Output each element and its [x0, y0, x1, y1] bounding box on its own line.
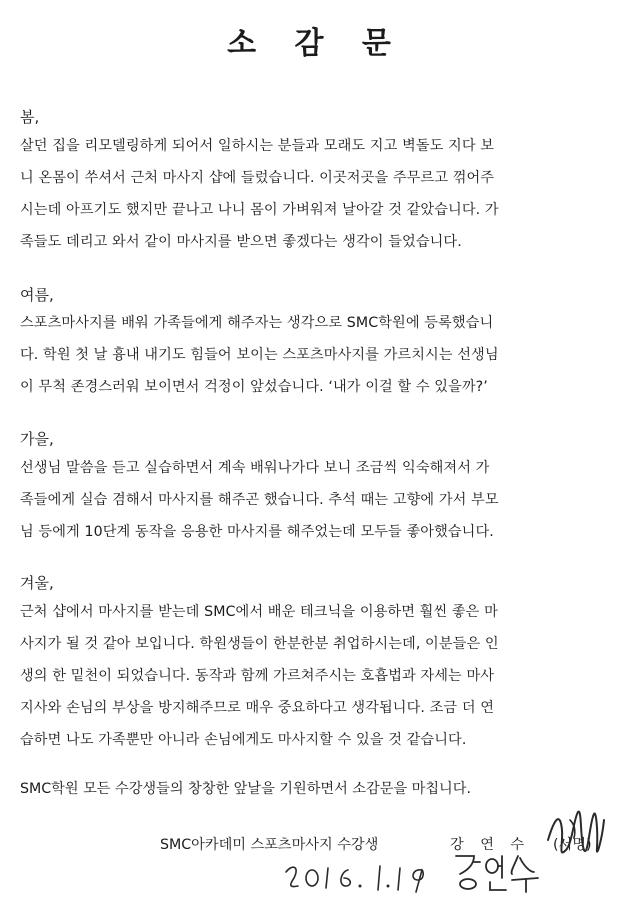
signature-affiliation: SMC아카데미 스포츠마사지 수강생 [160, 837, 379, 853]
paragraph-line: 족들도 데리고 와서 같이 마사지를 받으면 좋겠다는 생각이 들었습니다. [20, 234, 462, 250]
season-heading-spring: 봄, [20, 108, 40, 126]
section-autumn [20, 427, 620, 451]
closing-sentence: SMC학원 모든 수강생들의 창창한 앞날을 기원하면서 소감문을 마칩니다. [20, 781, 471, 797]
signature-name: 강 연 수 [450, 837, 531, 853]
paragraph-line: 근처 샵에서 마사지를 받는데 SMC에서 배운 테크닉을 이용하면 훨씬 좋은 마 [20, 604, 498, 620]
section-winter [20, 571, 620, 595]
season-heading-autumn: 가을, [20, 430, 54, 448]
paragraph-line: 시는데 아프기도 했지만 끝나고 나니 몸이 가벼워져 날아갈 것 같았습니다. 가 [20, 202, 499, 218]
document-title: 소 감 문 [227, 26, 405, 61]
paragraph-autumn [20, 452, 620, 548]
section-summer [20, 283, 620, 307]
season-heading-summer: 여름, [20, 286, 54, 304]
paragraph-line: 사지가 될 것 같아 보입니다. 학원생들이 한분한분 취업하시는데, 이분들은 인 [20, 636, 499, 652]
paragraph-line: 선생님 말씀을 듣고 실습하면서 계속 배워나가다 보니 조금씩 익숙해져서 가 [20, 460, 490, 476]
paragraph-winter [20, 596, 620, 756]
signature-seal-label: (서명) [553, 837, 592, 853]
paragraph-line: 니 온몸이 쑤셔서 근처 마사지 샵에 들렀습니다. 이곳저곳을 주무르고 꺾어주 [20, 170, 495, 186]
handwritten-date [282, 858, 432, 898]
paragraph-line: 살던 집을 리모델링하게 되어서 일하시는 분들과 모래도 지고 벽돌도 지다 보 [20, 138, 495, 154]
paragraph-line: 님 등에게 10단계 동작을 응용한 마사지를 해주었는데 모두들 좋아했습니다. [20, 524, 494, 540]
paragraph-line: 족들에게 실습 겸해서 마사지를 해주곤 했습니다. 추석 때는 고향에 가서 부모 [20, 492, 499, 508]
paragraph-line: 스포츠마사지를 배워 가족들에게 해주자는 생각으로 SMC학원에 등록했습니 [20, 315, 494, 331]
season-heading-winter: 겨울, [20, 574, 54, 592]
section-spring [20, 105, 620, 129]
paragraph-line: 다. 학원 첫 날 흉내 내기도 힘들어 보이는 스포츠마사지를 가르치시는 선생님 [20, 347, 499, 363]
paragraph-line: 이 무척 존경스러워 보이면서 걱정이 앞섰습니다. ‘내가 이걸 할 수 있을까?’ [20, 379, 488, 395]
handwritten-name [452, 848, 544, 894]
paragraph-line: 습하면 나도 가족뿐만 아니라 손님에게도 마사지할 수 있을 것 같습니다. [20, 732, 467, 748]
handwritten-signature [540, 800, 610, 868]
paragraph-line: 지사와 손님의 부상을 방지해주므로 매우 중요하다고 생각됩니다. 조금 더 연 [20, 700, 495, 716]
paragraph-spring [20, 130, 620, 258]
paragraph-summer [20, 307, 620, 403]
paragraph-line: 생의 한 밑천이 되었습니다. 동작과 함께 가르쳐주시는 호흡법과 자세는 마사 [20, 668, 495, 684]
